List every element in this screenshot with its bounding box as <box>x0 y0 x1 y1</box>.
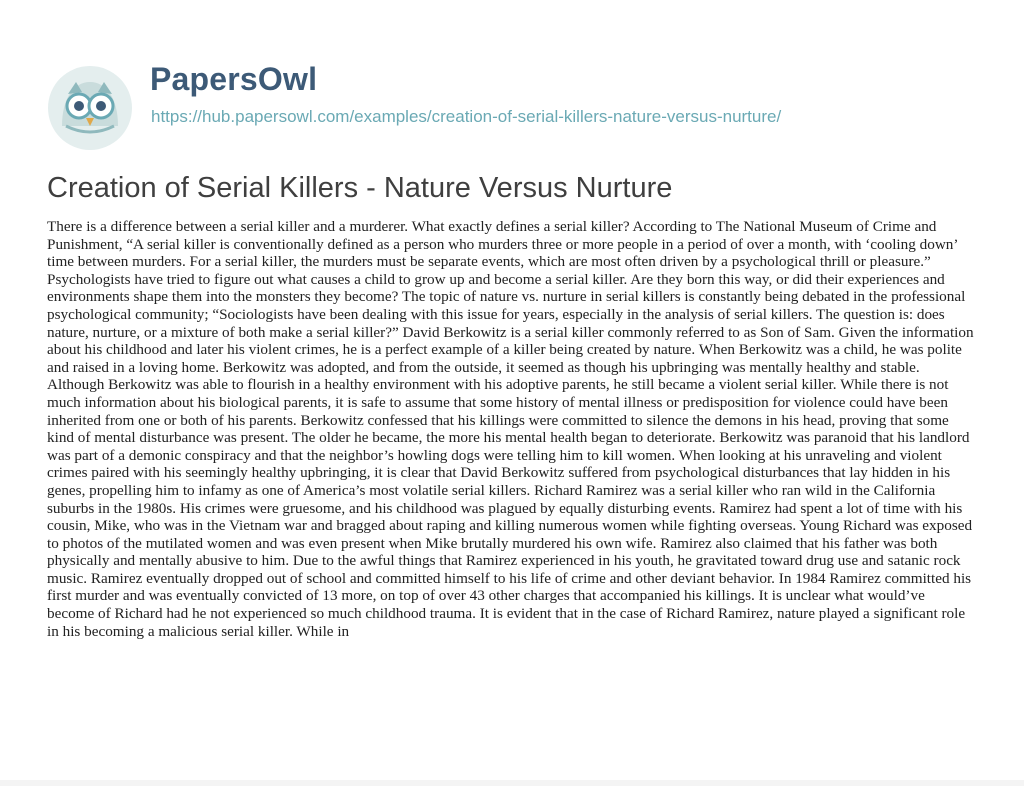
page-title: Creation of Serial Killers - Nature Versus Nurture <box>47 172 673 204</box>
footer-divider <box>0 780 1024 786</box>
page-url[interactable]: https://hub.papersowl.com/examples/creation-of-serial-killers-nature-versus-nurture/ <box>151 107 782 126</box>
article-body: There is a difference between a serial killer and a murderer. What exactly defines a serial killer? According to The National Museum of Crime and Punishment, “A serial killer is conventionally defined as a person who murders three or more people in a period of over a month, with ‘cooling down’ time between murders. For a serial killer, the murders must be separate events, which are most often driven by a psychological thrill or pleasure.” Psychologists have tried to figure out what causes a child to grow up and become a serial killer. Are they born this way, or did their experiences and environments shape them into the monsters they become? The topic of nature vs. nurture in serial killers is constantly being debated in the professional psychological community; “Sociologists have been dealing with this issue for years, especially in the analysis of serial killers. The question is: does nature, nurture, or a mixture of both make a serial killer?” David Berkowitz is a serial killer commonly referred to as Son of Sam. Given the information about his childhood and later his violent crimes, he is a perfect example of a killer being created by nature. When Berkowitz was a child, he was polite and raised in a loving home. Berkowitz was adopted, and from the outside, it seemed as though his upbringing was mentally healthy and stable. Although Berkowitz was able to flourish in a healthy environment with his adoptive parents, he still became a violent serial killer. While there is not much information about his biological parents, it is safe to assume that some history of mental illness or predisposition for violence could have been inherited from one or both of his parents. Berkowitz confessed that his killings were committed to silence the demons in his head, proving that some kind of mental disturbance was present. The older he became, the more his mental health began to deteriorate. Berkowitz was paranoid that his landlord was part of a demonic conspiracy and that the neighbor’s howling dogs were telling him to kill women. When looking at his unraveling and violent crimes paired with his seemingly healthy upbringing, it is clear that David Berkowitz suffered from psychological disturbances that lay hidden in his genes, propelling him to infamy as one of America’s most volatile serial killers. Richard Ramirez was a serial killer who ran wild in the California suburbs in the 1980s. His crimes were gruesome, and his childhood was plagued by equally disturbing events. Ramirez had spent a lot of time with his cousin, Mike, who was in the Vietnam war and bragged about raping and killing numerous women while fighting overseas. Young Richard was exposed to photos of the mutilated women and was even present when Mike brutally murdered his own wife. Ramirez also claimed that his father was both physically and mentally abusive to him. Due to the awful things that Ramirez experienced in his youth, he gravitated toward drug use and satanic rock music. Ramirez eventually dropped out of school and committed himself to his life of crime and other deviant behavior. In 1984 Ramirez committed his first murder and was eventually convicted of 13 more, on top of over 43 other charges that accompanied his killings. It is unclear what would’ve become of Richard had he not experienced so much childhood trauma. It is evident that in the case of Richard Ramirez, nature played a significant role in his becoming a malicious serial killer. While in <box>47 218 974 640</box>
brand-name[interactable]: PapersOwl <box>150 61 318 97</box>
owl-icon[interactable] <box>46 64 134 152</box>
